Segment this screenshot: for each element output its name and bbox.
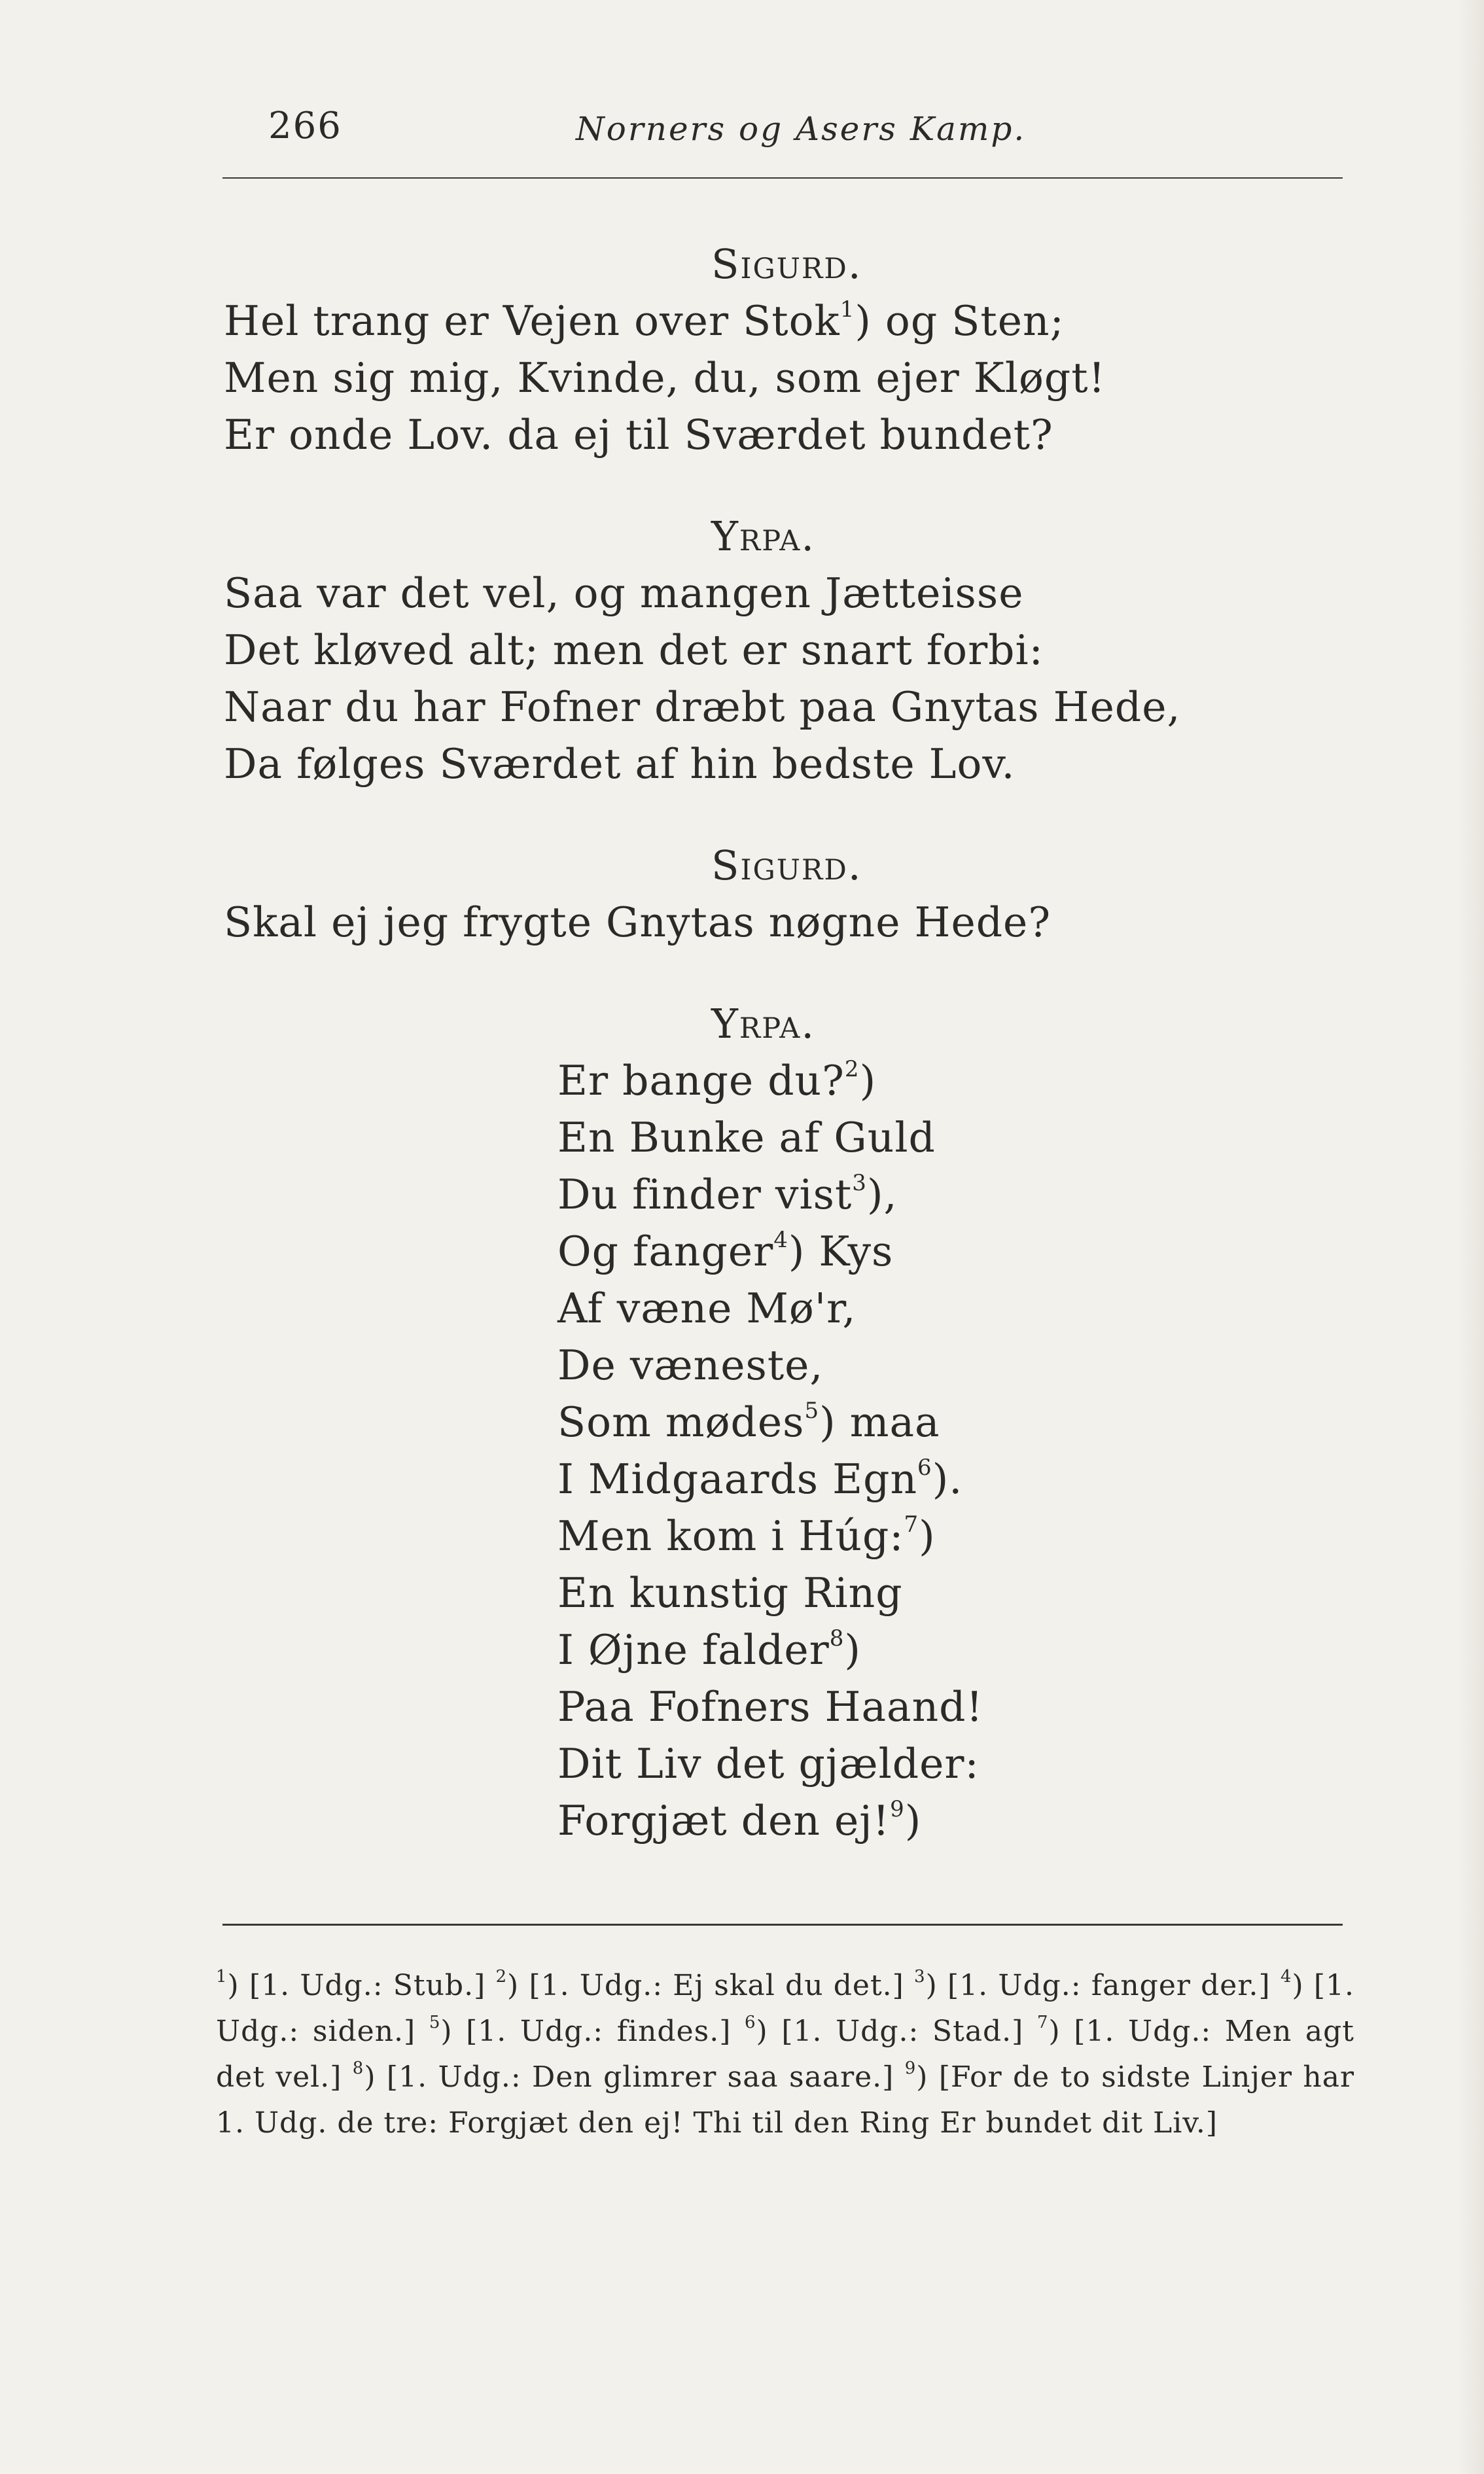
- verse-line: [557, 1394, 1484, 1451]
- verse-line: [224, 349, 1349, 406]
- verse-line-text: Da følges Sværdet af hin bedste Lov.: [224, 740, 1016, 788]
- footnote-text: [1. Udg.: siden.]: [216, 1969, 1355, 2048]
- footnotes: [216, 1963, 1354, 2146]
- footnote-reference[interactable]: 6: [917, 1455, 932, 1481]
- verse-line-text: Dit Liv det gjælder:: [557, 1740, 980, 1788]
- verse-line-text: Paa Fofners Haand!: [557, 1683, 983, 1731]
- verse-line-text: Hel trang er Vejen over Stok: [224, 297, 840, 345]
- verse-line-text: Naar du har Fofner dræbt paa Gnytas Hede,: [224, 683, 1181, 731]
- verse-line: [557, 1451, 1484, 1508]
- verse-line-text: Saa var det vel, og mangen Jætteisse: [224, 569, 1024, 617]
- footnote-text: [1. Udg.: Stub.]: [249, 1969, 486, 2002]
- footnote-reference[interactable]: 5: [804, 1398, 820, 1424]
- verse-line-tail: ): [844, 1626, 861, 1674]
- verse-line-tail: ) maa: [819, 1398, 940, 1446]
- verse-line-text: Men kom i Húg:: [557, 1512, 904, 1560]
- verse-line-tail: ): [859, 1057, 877, 1104]
- verse-line: [557, 1109, 1484, 1166]
- footnote-reference[interactable]: 4: [773, 1227, 788, 1253]
- verse-line-text: Du finder vist: [557, 1171, 853, 1218]
- footnote-mark: 2: [495, 1967, 508, 1987]
- verse-line: [224, 292, 1349, 349]
- verse-line: [557, 1735, 1484, 1792]
- verse-line: [224, 406, 1349, 463]
- verse-line-text: I Øjne falder: [557, 1626, 830, 1674]
- verse-line: [557, 1678, 1484, 1735]
- verse-line-tail: ).: [932, 1455, 963, 1503]
- verse-line-text: En Bunke af Guld: [557, 1114, 936, 1161]
- verse-line-text: Det kløved alt; men det er snart forbi:: [224, 626, 1044, 674]
- verse-line-text: Skal ej jeg frygte Gnytas nøgne Hede?: [224, 898, 1051, 946]
- footnote: $^7$) [1. Udg.: Men agt det vel.]: [216, 2013, 1354, 2094]
- footnote: $^2$) [1. Udg.: Ej skal du det.]: [495, 1967, 904, 2002]
- footnote-reference[interactable]: 8: [829, 1625, 845, 1652]
- verse-line-tail: ),: [866, 1171, 898, 1218]
- footnote-mark: 6: [745, 2013, 756, 2032]
- verse-line: [557, 1621, 1484, 1678]
- footnote-mark: 4: [1280, 1967, 1292, 1987]
- verse-line-tail: ): [919, 1512, 936, 1560]
- speaker-name: Sigurd.: [711, 841, 862, 889]
- verse-line: [557, 1564, 1484, 1621]
- footnote-reference[interactable]: 1: [839, 296, 855, 323]
- footnote: $^1$) [1. Udg.: Stub.]: [216, 1967, 486, 2002]
- verse-line-text: Forgjæt den ej!: [557, 1797, 891, 1845]
- footnote-text: [1. Udg.: fanger der.]: [947, 1969, 1271, 2002]
- footnote-reference[interactable]: 2: [844, 1056, 860, 1082]
- verse-line-tail: ) og Sten;: [855, 297, 1065, 345]
- verse-line: [557, 1792, 1484, 1849]
- speaker-name: Sigurd.: [711, 240, 862, 288]
- footnote-reference[interactable]: 3: [852, 1170, 867, 1196]
- verse-line-text: Er bange du?: [557, 1057, 845, 1104]
- running-title: Norners og Asers Kamp.: [576, 110, 1027, 148]
- verse-line-text: Er onde Lov. da ej til Sværdet bundet?: [224, 411, 1053, 459]
- verse-body: [224, 236, 1349, 1849]
- verse-line-tail: ) Kys: [788, 1228, 894, 1275]
- speaker-name: Yrpa.: [711, 512, 816, 560]
- footnote-mark: 7: [1036, 2013, 1049, 2032]
- verse-line: [557, 1166, 1484, 1223]
- verse-line-text: Og fanger: [557, 1228, 774, 1275]
- verse-line-text: En kunstig Ring: [557, 1569, 903, 1617]
- verse-line: [557, 1052, 1484, 1109]
- verse-line: [557, 1223, 1484, 1280]
- verse-line-text: Men sig mig, Kvinde, du, som ejer Kløgt!: [224, 354, 1106, 402]
- footnote-text: [For de to sidste Linjer har 1. Udg. de tre: Forgjæt den ej! Thi til den Ring Er bundet dit Liv.]: [216, 2060, 1354, 2140]
- verse-line: [224, 679, 1349, 735]
- verse-line: [224, 622, 1349, 679]
- footnote-rule: [222, 1924, 1343, 1926]
- verse-line: [557, 1508, 1484, 1564]
- footnote-text: [1. Udg.: Men agt det vel.]: [216, 2015, 1354, 2094]
- footnote-text: [1. Udg.: findes.]: [466, 2015, 732, 2048]
- verse-line: [224, 735, 1349, 792]
- footnote: $^3$) [1. Udg.: fanger der.]: [914, 1967, 1271, 2002]
- footnote-reference[interactable]: 7: [904, 1511, 919, 1538]
- footnote-mark: 3: [914, 1967, 926, 1987]
- verse-line: [224, 565, 1349, 622]
- verse-line-text: Som mødes: [557, 1398, 805, 1446]
- verse-line-tail: ): [904, 1797, 922, 1845]
- verse-line: [557, 1337, 1484, 1394]
- footnote-mark: 5: [429, 2013, 441, 2032]
- verse-line: [224, 894, 1349, 951]
- header-rule: [222, 177, 1343, 179]
- verse-line-text: De væneste,: [557, 1341, 824, 1389]
- footnote-text: [1. Udg.: Den glimrer saa saare.]: [386, 2060, 894, 2094]
- footnote: $^9$) [For de to sidste Linjer har 1. Udg. de tre: Forgjæt den ej! Thi til den Ring Er bundet dit Liv.]: [216, 2059, 1354, 2140]
- page-number: 266: [268, 105, 342, 147]
- footnote-text: [1. Udg.: Stad.]: [781, 2015, 1024, 2048]
- page-header: [222, 105, 1348, 157]
- footnote-mark: 8: [352, 2059, 364, 2078]
- footnote-reference[interactable]: 9: [890, 1796, 905, 1822]
- speaker-name: Yrpa.: [711, 1000, 816, 1048]
- footnote-mark: 9: [904, 2059, 917, 2078]
- footnote: $^6$) [1. Udg.: Stad.]: [745, 2013, 1024, 2048]
- verse-line-text: Af væne Mø'r,: [557, 1284, 857, 1332]
- footnote-mark: 1: [216, 1967, 228, 1987]
- verse-line: [557, 1280, 1484, 1337]
- footnote: $^4$) [1. Udg.: siden.]: [216, 1967, 1355, 2048]
- footnote: $^5$) [1. Udg.: findes.]: [429, 2013, 732, 2048]
- footnote: $^8$) [1. Udg.: Den glimrer saa saare.]: [352, 2059, 894, 2094]
- verse-line-text: I Midgaards Egn: [557, 1455, 918, 1503]
- footnote-text: [1. Udg.: Ej skal du det.]: [529, 1969, 904, 2002]
